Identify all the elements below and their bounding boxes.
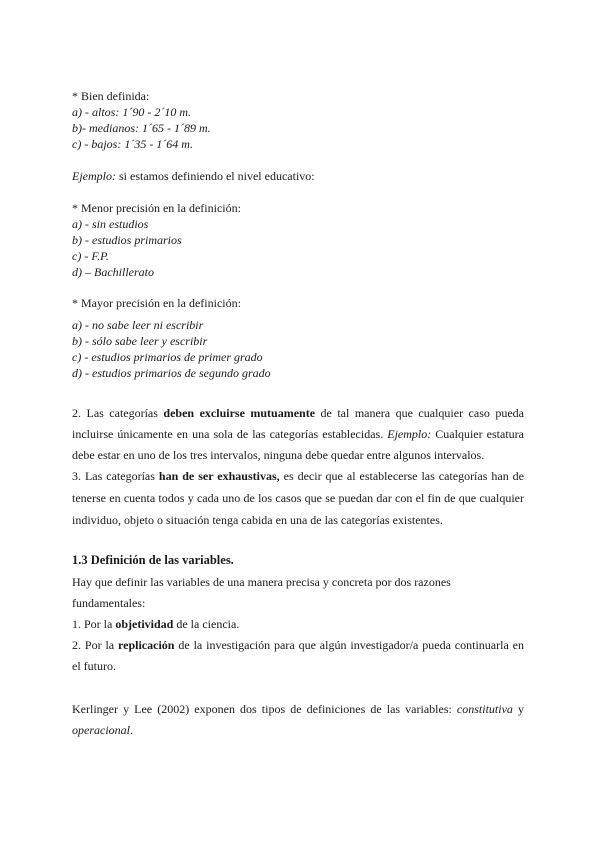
point3-l1-text-c: es decir que al establecerse las categorías han de — [279, 469, 525, 483]
kerlinger-l2-italic: operacional — [72, 723, 130, 737]
reason-2-line-1 — [72, 638, 524, 653]
mayor-precision-item-d: d) - estudios primarios de segundo grado — [72, 366, 271, 380]
reason-2-text-c: de la investigación para que algún investigador/a pueda continuarla en — [174, 638, 524, 652]
reason-2-bold: replicación — [118, 638, 175, 652]
bien-definida-item-a: a) - altos: 1´90 - 2´10 m. — [72, 105, 191, 119]
ejemplo-label: Ejemplo: — [72, 169, 116, 183]
mayor-precision-item-c: c) - estudios primarios de primer grado — [72, 350, 263, 364]
point3-line-1 — [72, 469, 524, 484]
reason-1-bold: objetividad — [115, 617, 174, 631]
kerlinger-l1-text-c: y — [512, 702, 525, 716]
point2-l1-text-c: de tal manera que cualquier caso pueda — [315, 406, 525, 420]
menor-precision-item-d: d) – Bachillerato — [72, 265, 154, 279]
reason-2-line-2: el futuro. — [72, 659, 116, 673]
point3-line-3: individuo, objeto o situación tenga cabida en una de las categorías existentes. — [72, 513, 443, 527]
menor-precision-heading: * Menor precisión en la definición: — [72, 201, 241, 215]
point3-l1-text-a: 3. Las categorías — [72, 469, 159, 483]
ejemplo-text: si estamos definiendo el nivel educativo: — [116, 169, 315, 183]
point2-l2-text-a: incluirse únicamente en una sola de las categorías establecidas. — [72, 427, 388, 441]
reason-1-text-c: de la ciencia. — [173, 617, 240, 631]
kerlinger-l1-italic: constitutiva — [456, 702, 513, 716]
point3-line-2: tenerse en cuenta todos y cada uno de los casos que se puedan dar con el fin de que cualquier — [72, 491, 524, 505]
point2-l1-bold: deben excluirse mutuamente — [163, 406, 316, 420]
mayor-precision-heading: * Mayor precisión en la definición: — [72, 296, 241, 310]
ejemplo-line — [72, 169, 315, 184]
kerlinger-l1-text-a: Kerlinger y Lee (2002) exponen dos tipos de definiciones de las variables: — [72, 702, 457, 716]
point3-l1-bold: han de ser exhaustivas, — [158, 469, 280, 483]
kerlinger-line-1 — [72, 702, 524, 717]
kerlinger-line-2 — [72, 723, 133, 738]
point2-line-2 — [72, 427, 524, 442]
reason-1 — [72, 617, 239, 632]
section-intro-line-1: Hay que definir las variables de una manera precisa y concreta por dos razones — [72, 575, 451, 589]
section-title: 1.3 Definición de las variables. — [72, 553, 234, 567]
mayor-precision-item-b: b) - sólo sabe leer y escribir — [72, 334, 208, 348]
menor-precision-item-b: b) - estudios primarios — [72, 233, 182, 247]
bien-definida-heading: * Bien definida: — [72, 89, 150, 103]
bien-definida-item-c: c) - bajos: 1´35 - 1´64 m. — [72, 137, 193, 151]
point2-l2-italic: Ejemplo: — [387, 427, 432, 441]
point2-l2-text-c: Cualquier estatura — [431, 427, 524, 441]
point2-line-3: debe estar en uno de los tres intervalos, ninguna debe quedar entre algunos intervalos. — [72, 448, 485, 462]
kerlinger-l2-period: . — [130, 723, 133, 737]
menor-precision-item-a: a) - sin estudios — [72, 217, 149, 231]
point2-l1-text-a: 2. Las categorías — [72, 406, 164, 420]
reason-1-text-a: 1. Por la — [72, 617, 116, 631]
section-intro-line-2: fundamentales: — [72, 596, 146, 610]
point2-line-1 — [72, 406, 524, 421]
bien-definida-item-b: b)- medianos: 1´65 - 1´89 m. — [72, 121, 211, 135]
reason-2-text-a: 2. Por la — [72, 638, 119, 652]
mayor-precision-item-a: a) - no sabe leer ni escribir — [72, 318, 204, 332]
menor-precision-item-c: c) - F.P. — [72, 249, 109, 263]
